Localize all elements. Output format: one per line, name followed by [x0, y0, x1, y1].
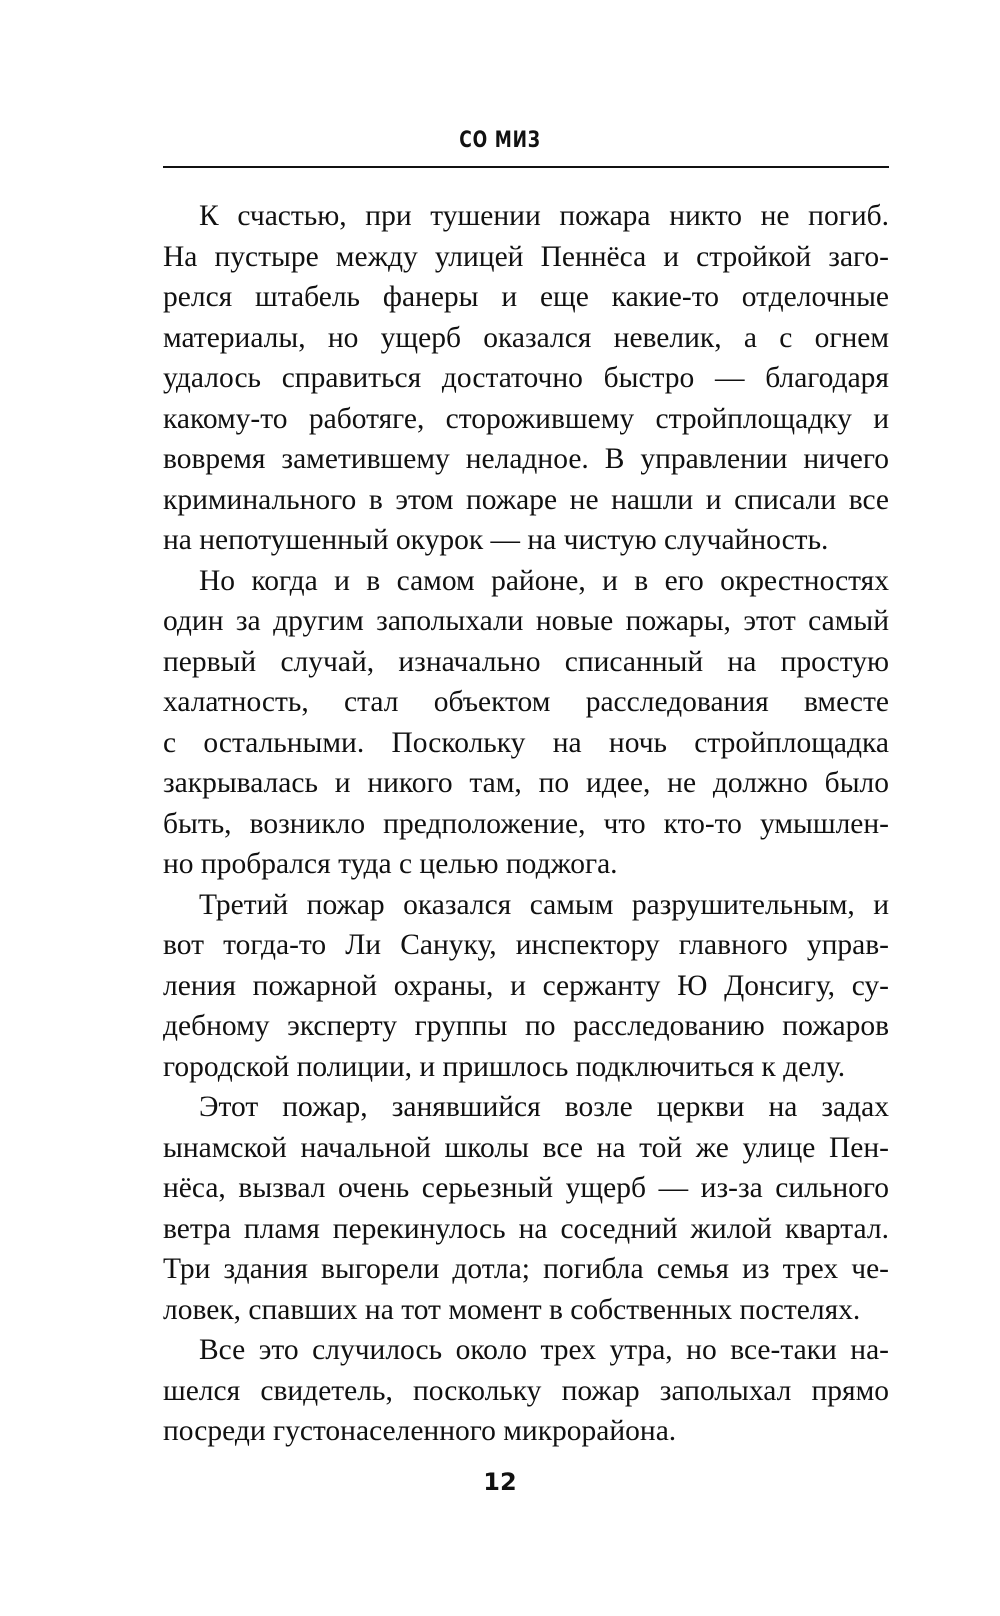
text-line: ветра пламя перекинулось на соседний жилой квартал. [163, 1212, 889, 1245]
header-rule [163, 166, 889, 168]
text-line: материалы, но ущерб оказался невелик, а с огнем [163, 321, 889, 354]
text-line: Три здания выгорели дотла; погибла семья из трех че- [163, 1253, 889, 1285]
text-line: на непотушенный окурок — на чистую случайность. [163, 524, 829, 556]
text-line: какому-то работяге, сторожившему стройплощадку и [163, 402, 889, 435]
text-line: дебному эксперту группы по расследованию пожаров [163, 1010, 889, 1042]
running-title: СО МИЗ [459, 128, 541, 153]
text-line: ынамской начальной школы все на той же улице Пен- [163, 1131, 889, 1164]
text-line: Все это случилось около трех утра, но все-таки на- [199, 1334, 889, 1366]
text-line: криминального в этом пожаре не нашли и списали все [163, 483, 889, 516]
text-line: удалось справиться достаточно быстро — благодаря [163, 362, 889, 394]
text-line: но пробрался туда с целью поджога. [163, 848, 618, 880]
body-text [163, 196, 889, 1452]
text-line: вовремя заметившему неладное. В управлении ничего [163, 443, 889, 475]
text-line: один за другим заполыхали новые пожары, этот самый [163, 605, 889, 637]
text-line: посреди густонаселенного микрорайона. [163, 1415, 677, 1447]
text-line: вот тогда-то Ли Сануку, инспектору главного управ- [163, 929, 889, 961]
page-number: 12 [483, 1468, 517, 1496]
text-line: Этот пожар, занявшийся возле церкви на задах [199, 1091, 889, 1123]
text-line: быть, возникло предположение, что кто-то умышлен- [163, 807, 889, 840]
text-line: закрывалась и никого там, по идее, не должно было [163, 767, 889, 799]
text-line: К счастью, при тушении пожара никто не погиб. [199, 200, 889, 232]
text-line: шелся свидетель, поскольку пожар заполыхал прямо [163, 1374, 889, 1407]
text-line: ления пожарной охраны, и сержанту Ю Донсигу, су- [163, 969, 889, 1002]
text-line: нёса, вызвал очень серьезный ущерб — из-за сильного [163, 1172, 889, 1204]
text-line: Но когда и в самом районе, и в его окрестностях [199, 564, 889, 597]
text-line: городской полиции, и пришлось подключиться к делу. [163, 1050, 846, 1083]
text-line: с остальными. Поскольку на ночь стройплощадка [163, 726, 889, 759]
text-line: Третий пожар оказался самым разрушительным, и [199, 888, 889, 921]
text-line: халатность, стал объектом расследования вместе [163, 686, 889, 718]
text-line: релся штабель фанеры и еще какие-то отделочные [163, 281, 889, 313]
text-line: первый случай, изначально списанный на простую [163, 645, 889, 678]
text-line: ловек, спавших на тот момент в собственных постелях. [163, 1293, 861, 1326]
text-line: На пустыре между улицей Пеннёса и стройкой заго- [163, 240, 889, 273]
